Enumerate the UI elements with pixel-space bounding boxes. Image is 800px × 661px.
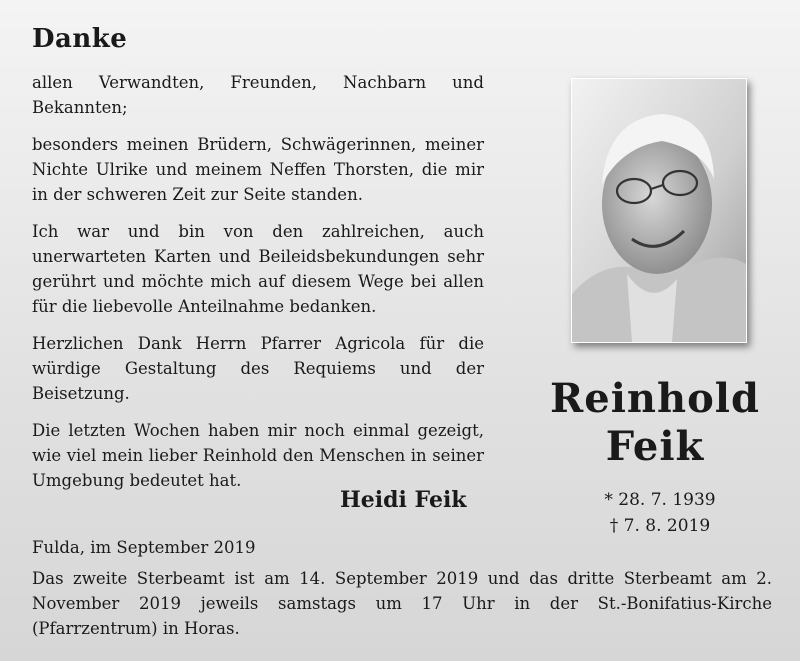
deceased-last-name: Feik xyxy=(605,423,705,470)
paragraph-relatives: allen Verwandten, Freunden, Nachbarn und Bekannten; xyxy=(32,73,484,117)
heading: Danke xyxy=(32,24,128,54)
thanks-text xyxy=(32,70,484,505)
paragraph-closing: Die letzten Wochen haben mir noch einmal gezeigt, wie viel mein lieber Reinhold den Menschen in seiner Umgebung bedeutet hat. xyxy=(32,421,484,490)
paragraph-pastor: Herzlichen Dank Herrn Pfarrer Agricola für die würdige Gestaltung des Requiems und der Beisetzung. xyxy=(32,334,484,403)
requiem-announcement: Das zweite Sterbeamt ist am 14. September 2019 und das dritte Sterbeamt am 2. November 2019 jeweils samstags um 17 Uhr in der St.-Bonifatius-Kirche (Pfarrzentrum) in Horas. xyxy=(32,569,772,638)
portrait-photo xyxy=(571,78,747,343)
portrait-illustration xyxy=(572,79,746,342)
signature: Heidi Feik xyxy=(340,487,467,513)
paragraph-condolences: Ich war und bin von den zahlreichen, auch unerwarteten Karten und Beileidsbekundungen sehr gerührt und möchte mich auf diesem Wege bei allen für die liebevolle Anteilnahme bedanken. xyxy=(32,222,484,316)
place-date: Fulda, im September 2019 xyxy=(32,538,256,557)
birth-date: * 28. 7. 1939 xyxy=(604,490,716,510)
deceased-first-name: Reinhold xyxy=(550,375,760,422)
death-date: † 7. 8. 2019 xyxy=(609,516,711,536)
paragraph-family: besonders meinen Brüdern, Schwägerinnen, meiner Nichte Ulrike und meinem Neffen Thorsten, die mir in der schweren Zeit zur Seite standen. xyxy=(32,135,484,204)
